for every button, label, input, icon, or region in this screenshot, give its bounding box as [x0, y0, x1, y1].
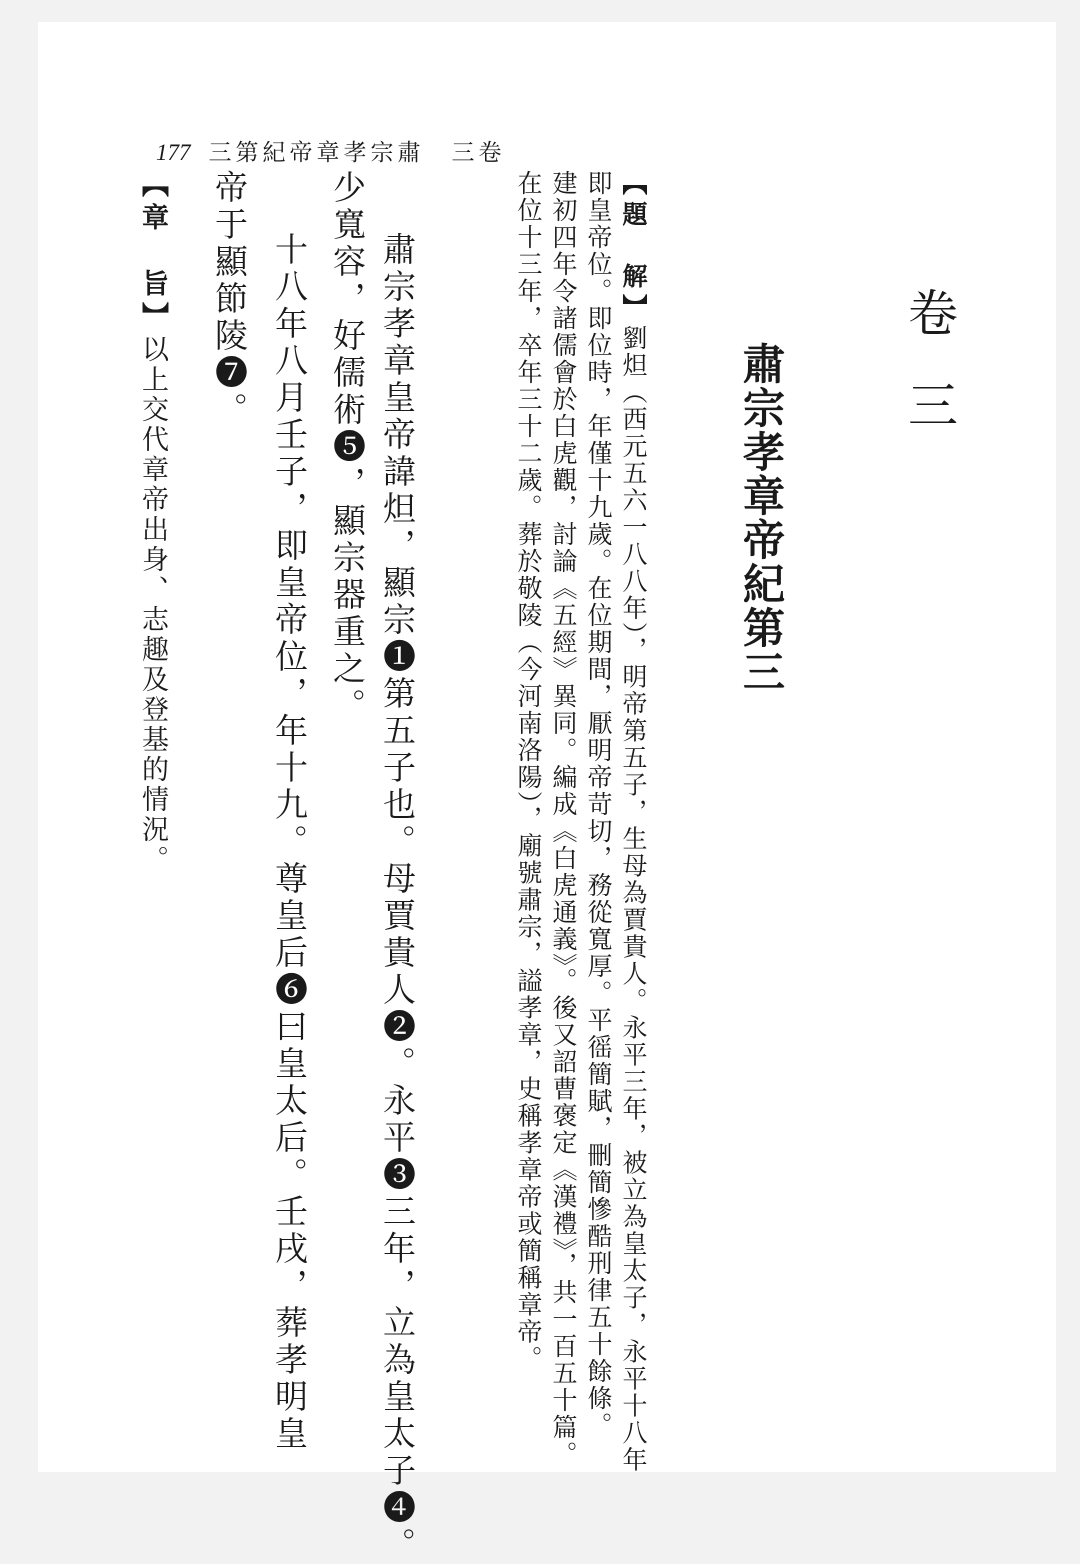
intro-text-2: 即皇帝位。即位時，年僅十九歲。在位期間，厭明帝苛切，務從寬厚。平徭簡賦，刪簡慘酷刑律五十餘條。 [584, 170, 613, 1439]
main-text-1: 肅宗孝章皇帝諱炟，顯宗❶第五子也。母賈貴人❷。永平❸三年，立為皇太子❹。 [378, 232, 417, 1564]
main-text-column-4 [210, 170, 248, 429]
chapter-title: 肅宗孝章帝紀第三 [737, 342, 786, 694]
intro-text-1: 劉炟（西元五六一八八年），明帝第五子，生母為賈貴人。永平三年，被立為皇太子，永平十八年 [619, 325, 648, 1474]
intro-text-3: 建初四年令諸儒會於白虎觀，討論《五經》異同。編成《白虎通義》。後又詔曹褒定《漢禮》，共一百五十篇。 [549, 170, 578, 1468]
main-text-column-2 [328, 170, 366, 725]
intro-label: 【題 解】 [619, 170, 648, 325]
intro-column-1 [618, 170, 648, 1474]
volume-title: 卷三 [900, 287, 958, 471]
running-header [156, 134, 506, 167]
summary-label: 【章 旨】 [137, 170, 168, 335]
intro-column-2 [583, 170, 613, 1439]
main-text-4: 帝于顯節陵❼。 [210, 170, 249, 429]
page-number: 177 [156, 140, 191, 165]
book-page [38, 22, 1056, 1564]
main-text-column-1 [378, 232, 416, 1564]
summary-text: 以上交代章帝出身、志趣及登基的情況。 [137, 335, 168, 875]
intro-text-4: 在位十三年，卒年三十二歲。葬於敬陵（今河南洛陽），廟號肅宗，謚孝章，史稱孝章帝或簡稱章帝。 [514, 170, 543, 1373]
intro-column-3 [548, 170, 578, 1468]
running-title: 三第紀帝章孝宗肅 三卷 [208, 140, 506, 166]
intro-column-4 [513, 170, 543, 1373]
main-text-2: 少寬容，好儒術❺，顯宗器重之。 [328, 170, 367, 725]
main-text-column-3 [270, 232, 308, 1453]
main-text-3: 十八年八月壬子，即皇帝位，年十九。尊皇后❻曰皇太后。壬戌，葬孝明皇 [270, 232, 309, 1453]
summary-column [136, 170, 168, 875]
